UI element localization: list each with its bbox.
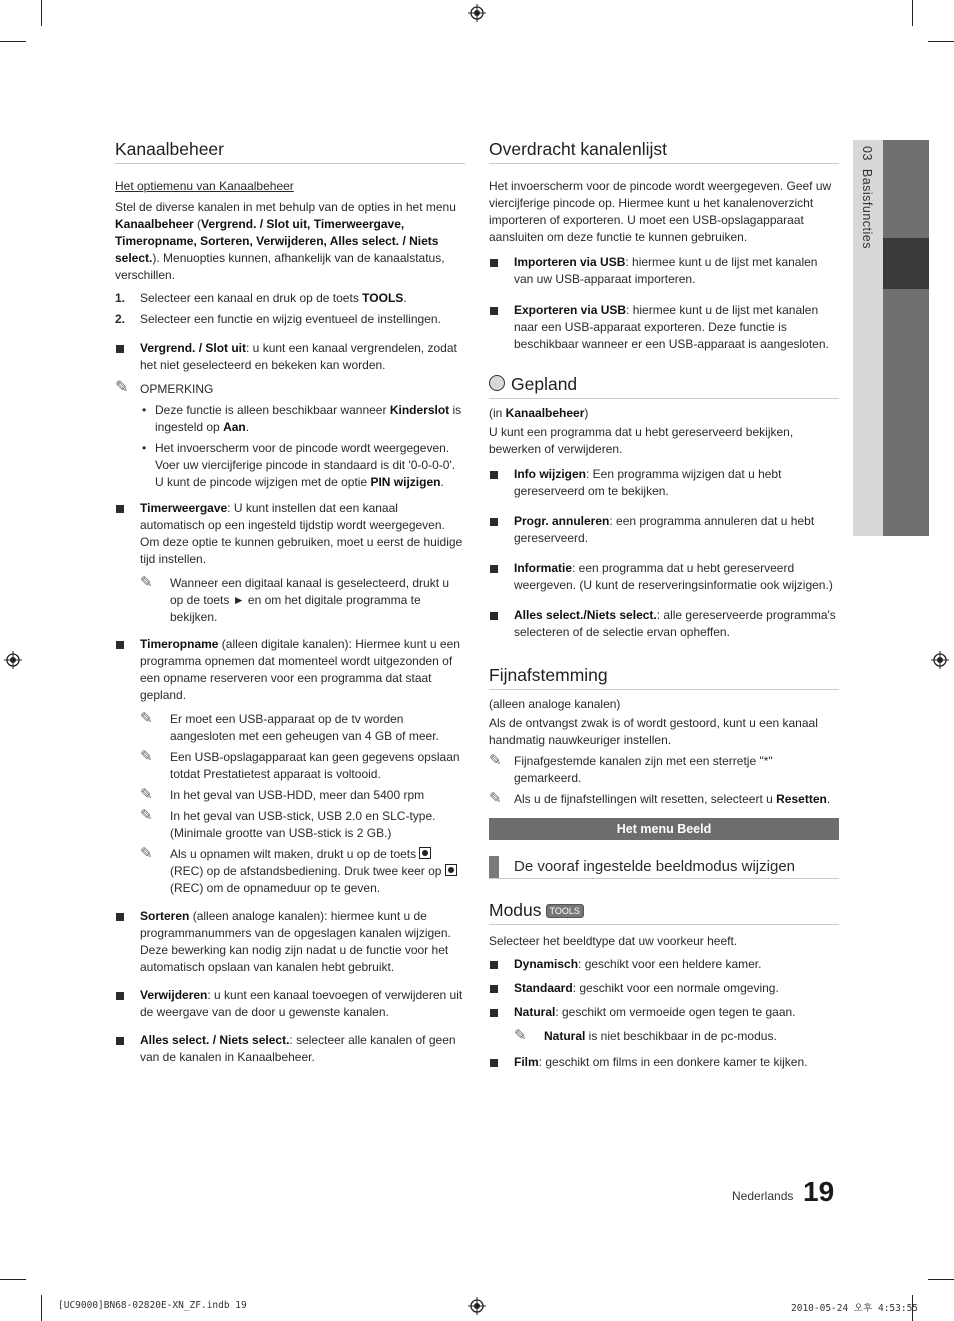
list-item-cancel: Progr. annuleren: een programma annuleren dat u hebt gereserveerd. [489, 513, 839, 547]
section-title-scheduled: Gepland [489, 373, 839, 399]
note-natural: ✎ Natural is niet beschikbaar in de pc-modus. [514, 1027, 777, 1044]
note-heading: ✎ OPMERKING [115, 379, 214, 396]
section-title-transfer: Overdracht kanalenlijst [489, 138, 839, 164]
list-item-select-all: Alles select. / Niets select.: selecteer alle kanalen of geen van de kanalen in Kanaalbeheer. [115, 1032, 465, 1066]
scheduled-context: (in Kanaalbeheer) [489, 406, 589, 420]
page-number: 19 [803, 1176, 835, 1207]
section-title-modus: Modus TOOLS [489, 899, 839, 925]
pencil-note-icon: ✎ [140, 574, 153, 591]
pencil-note-icon: ✎ [140, 710, 153, 727]
list-item-info-change: Info wijzigen: Een programma wijzigen dat u hebt gereserveerd om te bekijken. [489, 466, 839, 500]
menu-bar-picture: Het menu Beeld [489, 818, 839, 840]
list-item-lock: Vergrend. / Slot uit: u kunt een kanaal vergrendelen, zodat het niet geselecteerd en bekeken kan worden. [115, 340, 465, 374]
subhead-preset-mode: De vooraf ingestelde beeldmodus wijzigen [489, 856, 839, 879]
side-tab-dark [883, 140, 929, 536]
pencil-note-icon: ✎ [115, 379, 129, 396]
side-tab-label: 03 Basisfuncties [860, 146, 874, 250]
side-tab-marker [883, 238, 929, 289]
note-bullet-1: • Deze functie is alleen beschikbaar wanneer Kinderslot is ingesteld op Aan. [142, 403, 462, 434]
intro-paragraph: Stel de diverse kanalen in met behulp van de opties in het menu Kanaalbeheer (Vergrend. / Slot uit, Timerweergave, Timeropname, Sorteren, Verwijderen, Alles select. / Niets select.). Menuopties kunnen, afhankelijk van de kanaalstatus, verschillen. [115, 200, 456, 282]
list-item-export: Exporteren via USB: hiermee kunt u de lijst met kanalen naar een USB-apparaat exporteren. Deze functie is beschikbaar wanneer er een USB-apparaat is aangesloten. [489, 302, 839, 353]
section-title-finetune: Fijnafstemming [489, 664, 839, 690]
list-item-timer-rec: Timeropname (alleen digitale kanalen): Hiermee kunt u een programma opnemen dat momenteel wordt uitgezonden of een opname reserveren voor een programma dat staat gepland. [115, 636, 465, 704]
note-rec: ✎ Als u opnamen wilt maken, drukt u op de toets (REC) op de afstandsbediening. Druk twee keer op (REC) om de opnameduur op te geven. [140, 846, 465, 897]
list-item-select-all-scheduled: Alles select./Niets select.: alle gereserveerde programma's selecteren of de selectie ervan opheffen. [489, 607, 839, 641]
submenu-title: Het optiemenu van Kanaalbeheer [115, 179, 294, 193]
footer-language: Nederlands [732, 1189, 794, 1203]
pencil-note-icon: ✎ [140, 748, 153, 765]
tools-badge: TOOLS [546, 904, 584, 918]
record-button-icon [445, 864, 457, 876]
pencil-note-icon: ✎ [140, 807, 153, 824]
finetune-intro: Als de ontvangst zwak is of wordt gestoord, kunt u een kanaal handmatig nauwkeuriger instellen. [489, 716, 818, 747]
registration-mark-top [468, 4, 486, 22]
list-item-dynamic: Dynamisch: geschikt voor een heldere kamer. [489, 956, 839, 973]
pencil-note-icon: ✎ [489, 790, 502, 807]
note-timer-rec-1: ✎ Er moet een USB-apparaat op de tv worden aangesloten met een geheugen van 4 GB of meer. [140, 710, 439, 743]
modus-intro: Selecteer het beeldtype dat uw voorkeur heeft. [489, 934, 738, 948]
pencil-note-icon: ✎ [489, 752, 502, 769]
registration-mark-bottom [468, 1297, 486, 1315]
pencil-note-icon: ✎ [514, 1027, 527, 1044]
note-timer-rec-4: ✎ In het geval van USB-stick, USB 2.0 en SLC-type. (Minimale grootte van USB-stick is 2 GB.) [140, 807, 436, 840]
note-finetune-1: ✎ Fijnafgestemde kanalen zijn met een sterretje "*" gemarkeerd. [489, 752, 773, 785]
transfer-intro: Het invoerscherm voor de pincode wordt weergegeven. Geef uw viercijferige pincode op. Hiermee kunt u het kanalenoverzicht importeren of exporteren. U moet een USB-opslagapparaat aansluiten om deze functie te kunnen gebruiken. [489, 179, 832, 244]
note-timer-rec-3: ✎ In het geval van USB-HDD, meer dan 5400 rpm [140, 786, 425, 803]
registration-mark-right [931, 651, 949, 669]
list-item-delete: Verwijderen: u kunt een kanaal toevoegen of verwijderen uit de weergave van de door u gewenste kanalen. [115, 987, 465, 1021]
note-timer-view: ✎ Wanneer een digitaal kanaal is geselecteerd, drukt u op de toets ► en om het digitale programma te bekijken. [140, 574, 450, 624]
note-timer-rec-2: ✎ Een USB-opslagapparaat kan geen gegevens opslaan totdat Prestatietest apparaat is voltooid. [140, 748, 460, 781]
note-finetune-2: ✎ Als u de fijnafstellingen wilt resetten, selecteert u Resetten. [489, 790, 831, 807]
step-1: 1. Selecteer een kanaal en druk op de toets TOOLS. [115, 291, 407, 305]
pencil-note-icon: ✎ [140, 786, 153, 803]
list-item-standard: Standaard: geschikt voor een normale omgeving. [489, 980, 839, 997]
list-item-natural: Natural: geschikt om vermoeide ogen tegen te gaan. [489, 1004, 839, 1021]
note-bullet-2: • Het invoerscherm voor de pincode wordt weergegeven. Voer uw viercijferige pincode in standaard is dit '0-0-0-0'. U kunt de pincode wijzigen met de optie PIN wijzigen. [142, 441, 456, 489]
scheduled-intro: U kunt een programma dat u hebt gereserveerd bekijken, bewerken of verwijderen. [489, 425, 794, 456]
slug-right: 2010-05-24 오후 4:53:55 [791, 1303, 919, 1314]
list-item-import: Importeren via USB: hiermee kunt u de lijst met kanalen van uw USB-apparaat importeren. [489, 254, 839, 288]
list-item-information: Informatie: een programma dat u hebt gereserveerd weergeven. (U kunt de reserveringsinformatie ook wijzigen.) [489, 560, 839, 594]
right-column [489, 138, 839, 1078]
step-2: 2. Selecteer een functie en wijzig eventueel de instellingen. [115, 312, 441, 326]
list-item-timer-view: Timerweergave: U kunt instellen dat een kanaal automatisch op een ingesteld tijdstip wordt weergegeven. Om deze optie te kunnen gebruiken, moet u eerst de huidige tijd instellen. [115, 500, 465, 568]
list-item-film: Film: geschikt om films in een donkere kamer te kijken. [489, 1054, 839, 1071]
slug-left: [UC9000]BN68-02820E-XN_ZF.indb 19 [58, 1300, 247, 1311]
finetune-context: (alleen analoge kanalen) [489, 697, 621, 711]
pencil-note-icon: ✎ [140, 845, 153, 862]
clock-icon [489, 375, 505, 391]
section-title-kanaalbeheer: Kanaalbeheer [115, 138, 465, 164]
registration-mark-left [4, 651, 22, 669]
record-button-icon [419, 847, 431, 859]
list-item-sort: Sorteren (alleen analoge kanalen): hiermee kunt u de programmanummers van de opgeslagen kanalen wijzigen. Deze bewerking kan nodig zijn nadat u de functie voor het automatisch opslaan van kanalen hebt gebruikt. [115, 908, 465, 976]
left-column [115, 138, 465, 1073]
